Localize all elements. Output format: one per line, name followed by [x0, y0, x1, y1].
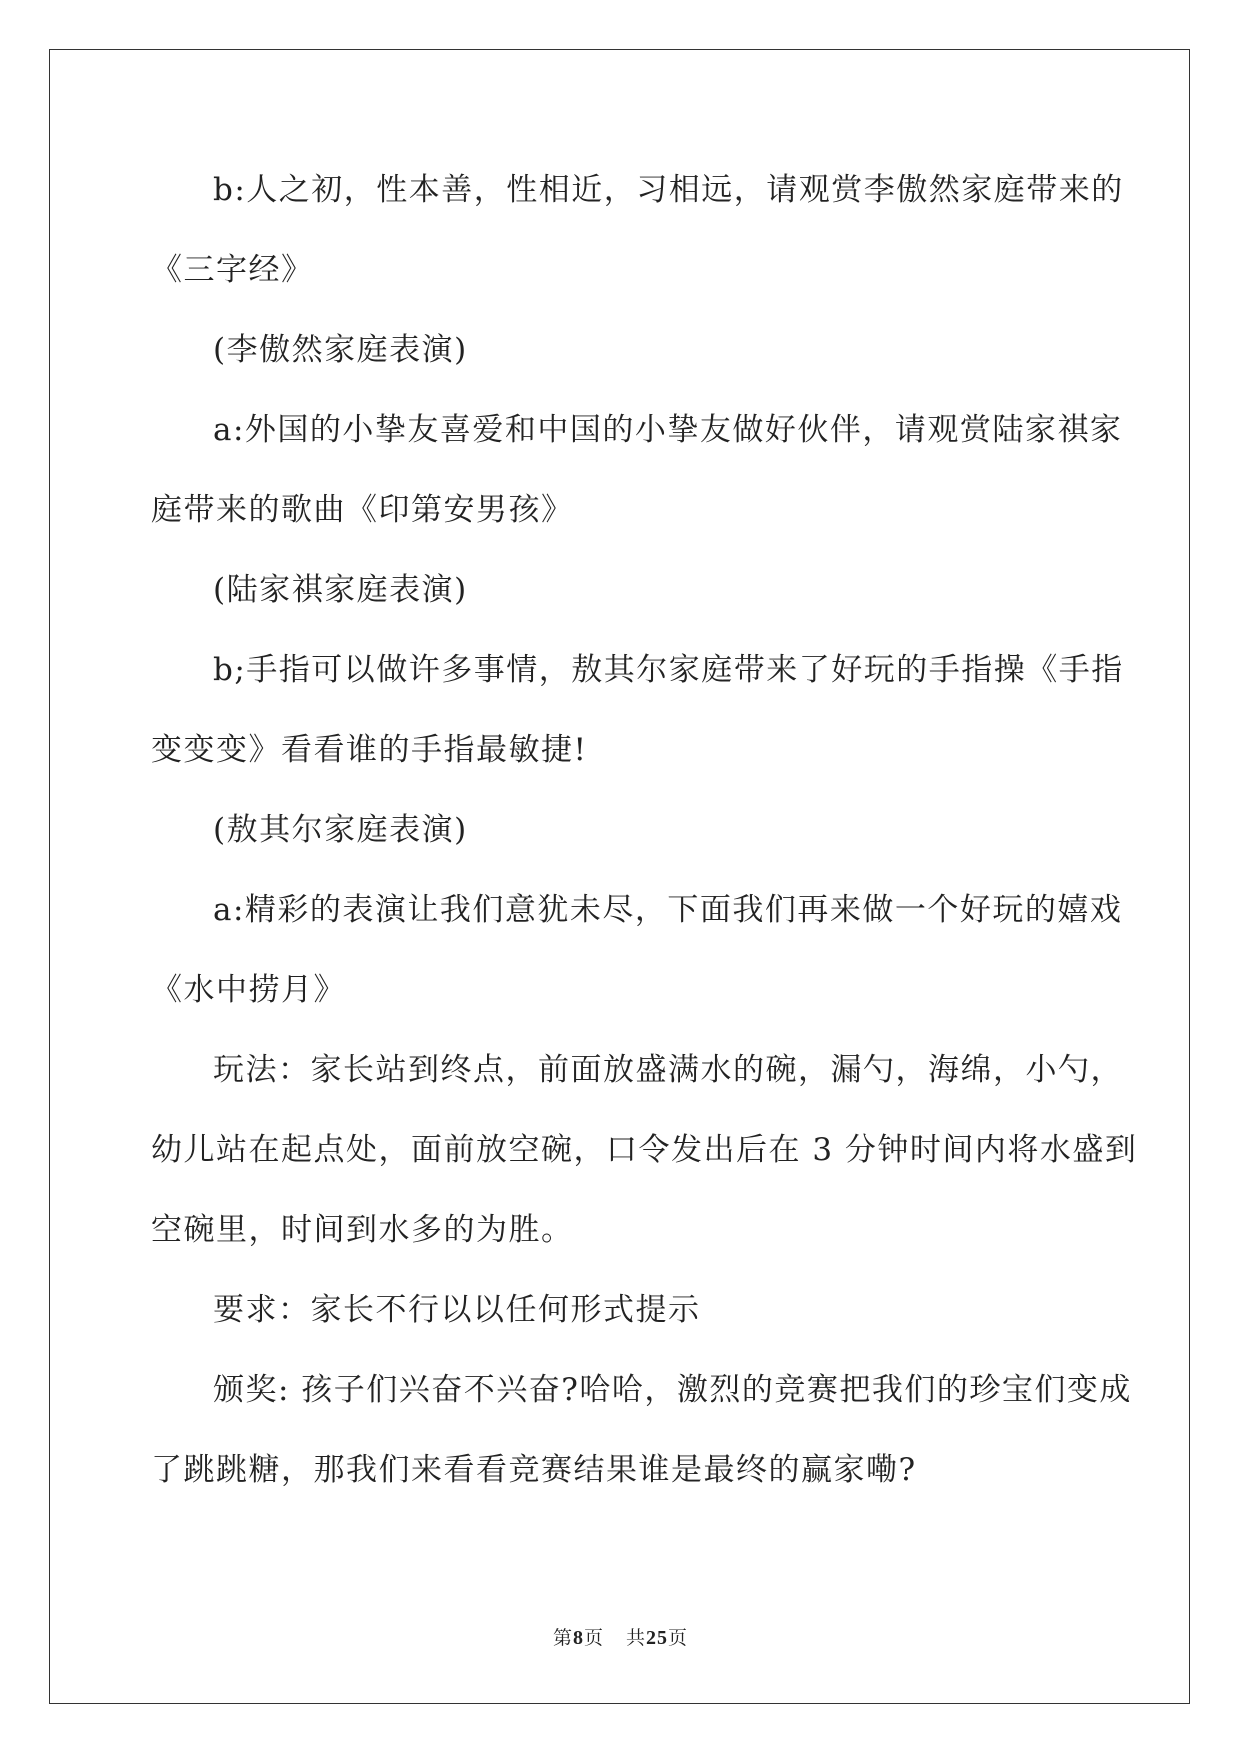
total-label-suffix: 页 — [668, 1627, 689, 1649]
text-line: 了跳跳糖，那我们来看看竞赛结果谁是最终的赢家嘞? — [151, 1452, 917, 1488]
text-line: 《三字经》 — [151, 252, 314, 288]
paragraph-li-performance — [151, 320, 1083, 400]
paragraph-finger-exercise — [151, 640, 1124, 800]
text-line: (李傲然家庭表演) — [213, 332, 468, 368]
text-line: 玩法：家长站到终点，前面放盛满水的碗，漏勺，海绵，小勺， — [213, 1052, 1123, 1088]
document-body — [151, 160, 1138, 1520]
total-label-prefix: 共 — [626, 1627, 647, 1649]
paragraph-game-intro — [151, 880, 1123, 1040]
text-line: b;手指可以做许多事情，敖其尔家庭带来了好玩的手指操《手指 — [213, 652, 1124, 688]
total-pages: 25 — [646, 1627, 669, 1649]
text-line: 变变变》看看谁的手指最敏捷! — [151, 732, 588, 768]
text-line: 要求：家长不行以以任何形式提示 — [213, 1292, 701, 1328]
text-line: b:人之初，性本善，性相近，习相远，请观赏李傲然家庭带来的 — [213, 172, 1124, 208]
text-line: a:精彩的表演让我们意犹未尽，下面我们再来做一个好玩的嬉戏 — [213, 892, 1123, 928]
text-line: 庭带来的歌曲《印第安男孩》 — [151, 492, 574, 528]
page-label-suffix: 页 — [583, 1627, 604, 1649]
text-line: 空碗里，时间到水多的为胜。 — [151, 1212, 574, 1248]
text-line: 幼儿站在起点处，面前放空碗，口令发出后在 3 分钟时间内将水盛到 — [151, 1132, 1138, 1168]
text-line: 颁奖: 孩子们兴奋不兴奋?哈哈，激烈的竞赛把我们的珍宝们变成 — [213, 1372, 1132, 1408]
page-footer — [0, 1623, 1241, 1650]
text-line: a:外国的小挚友喜爱和中国的小挚友做好伙伴，请观赏陆家祺家 — [213, 412, 1123, 448]
paragraph-lu-performance — [151, 560, 1083, 640]
page-label-prefix: 第 — [552, 1627, 573, 1649]
text-line: 《水中捞月》 — [151, 972, 346, 1008]
page-number: 8 — [572, 1627, 584, 1649]
text-line: (敖其尔家庭表演) — [213, 812, 468, 848]
text-line: (陆家祺家庭表演) — [213, 572, 468, 608]
paragraph-sanzijing — [151, 160, 1124, 320]
paragraph-game-rules — [151, 1040, 1138, 1280]
paragraph-indian-boy — [151, 400, 1123, 560]
paragraph-ao-performance — [151, 800, 1083, 880]
paragraph-awards — [151, 1360, 1132, 1520]
paragraph-requirement — [151, 1280, 1083, 1360]
